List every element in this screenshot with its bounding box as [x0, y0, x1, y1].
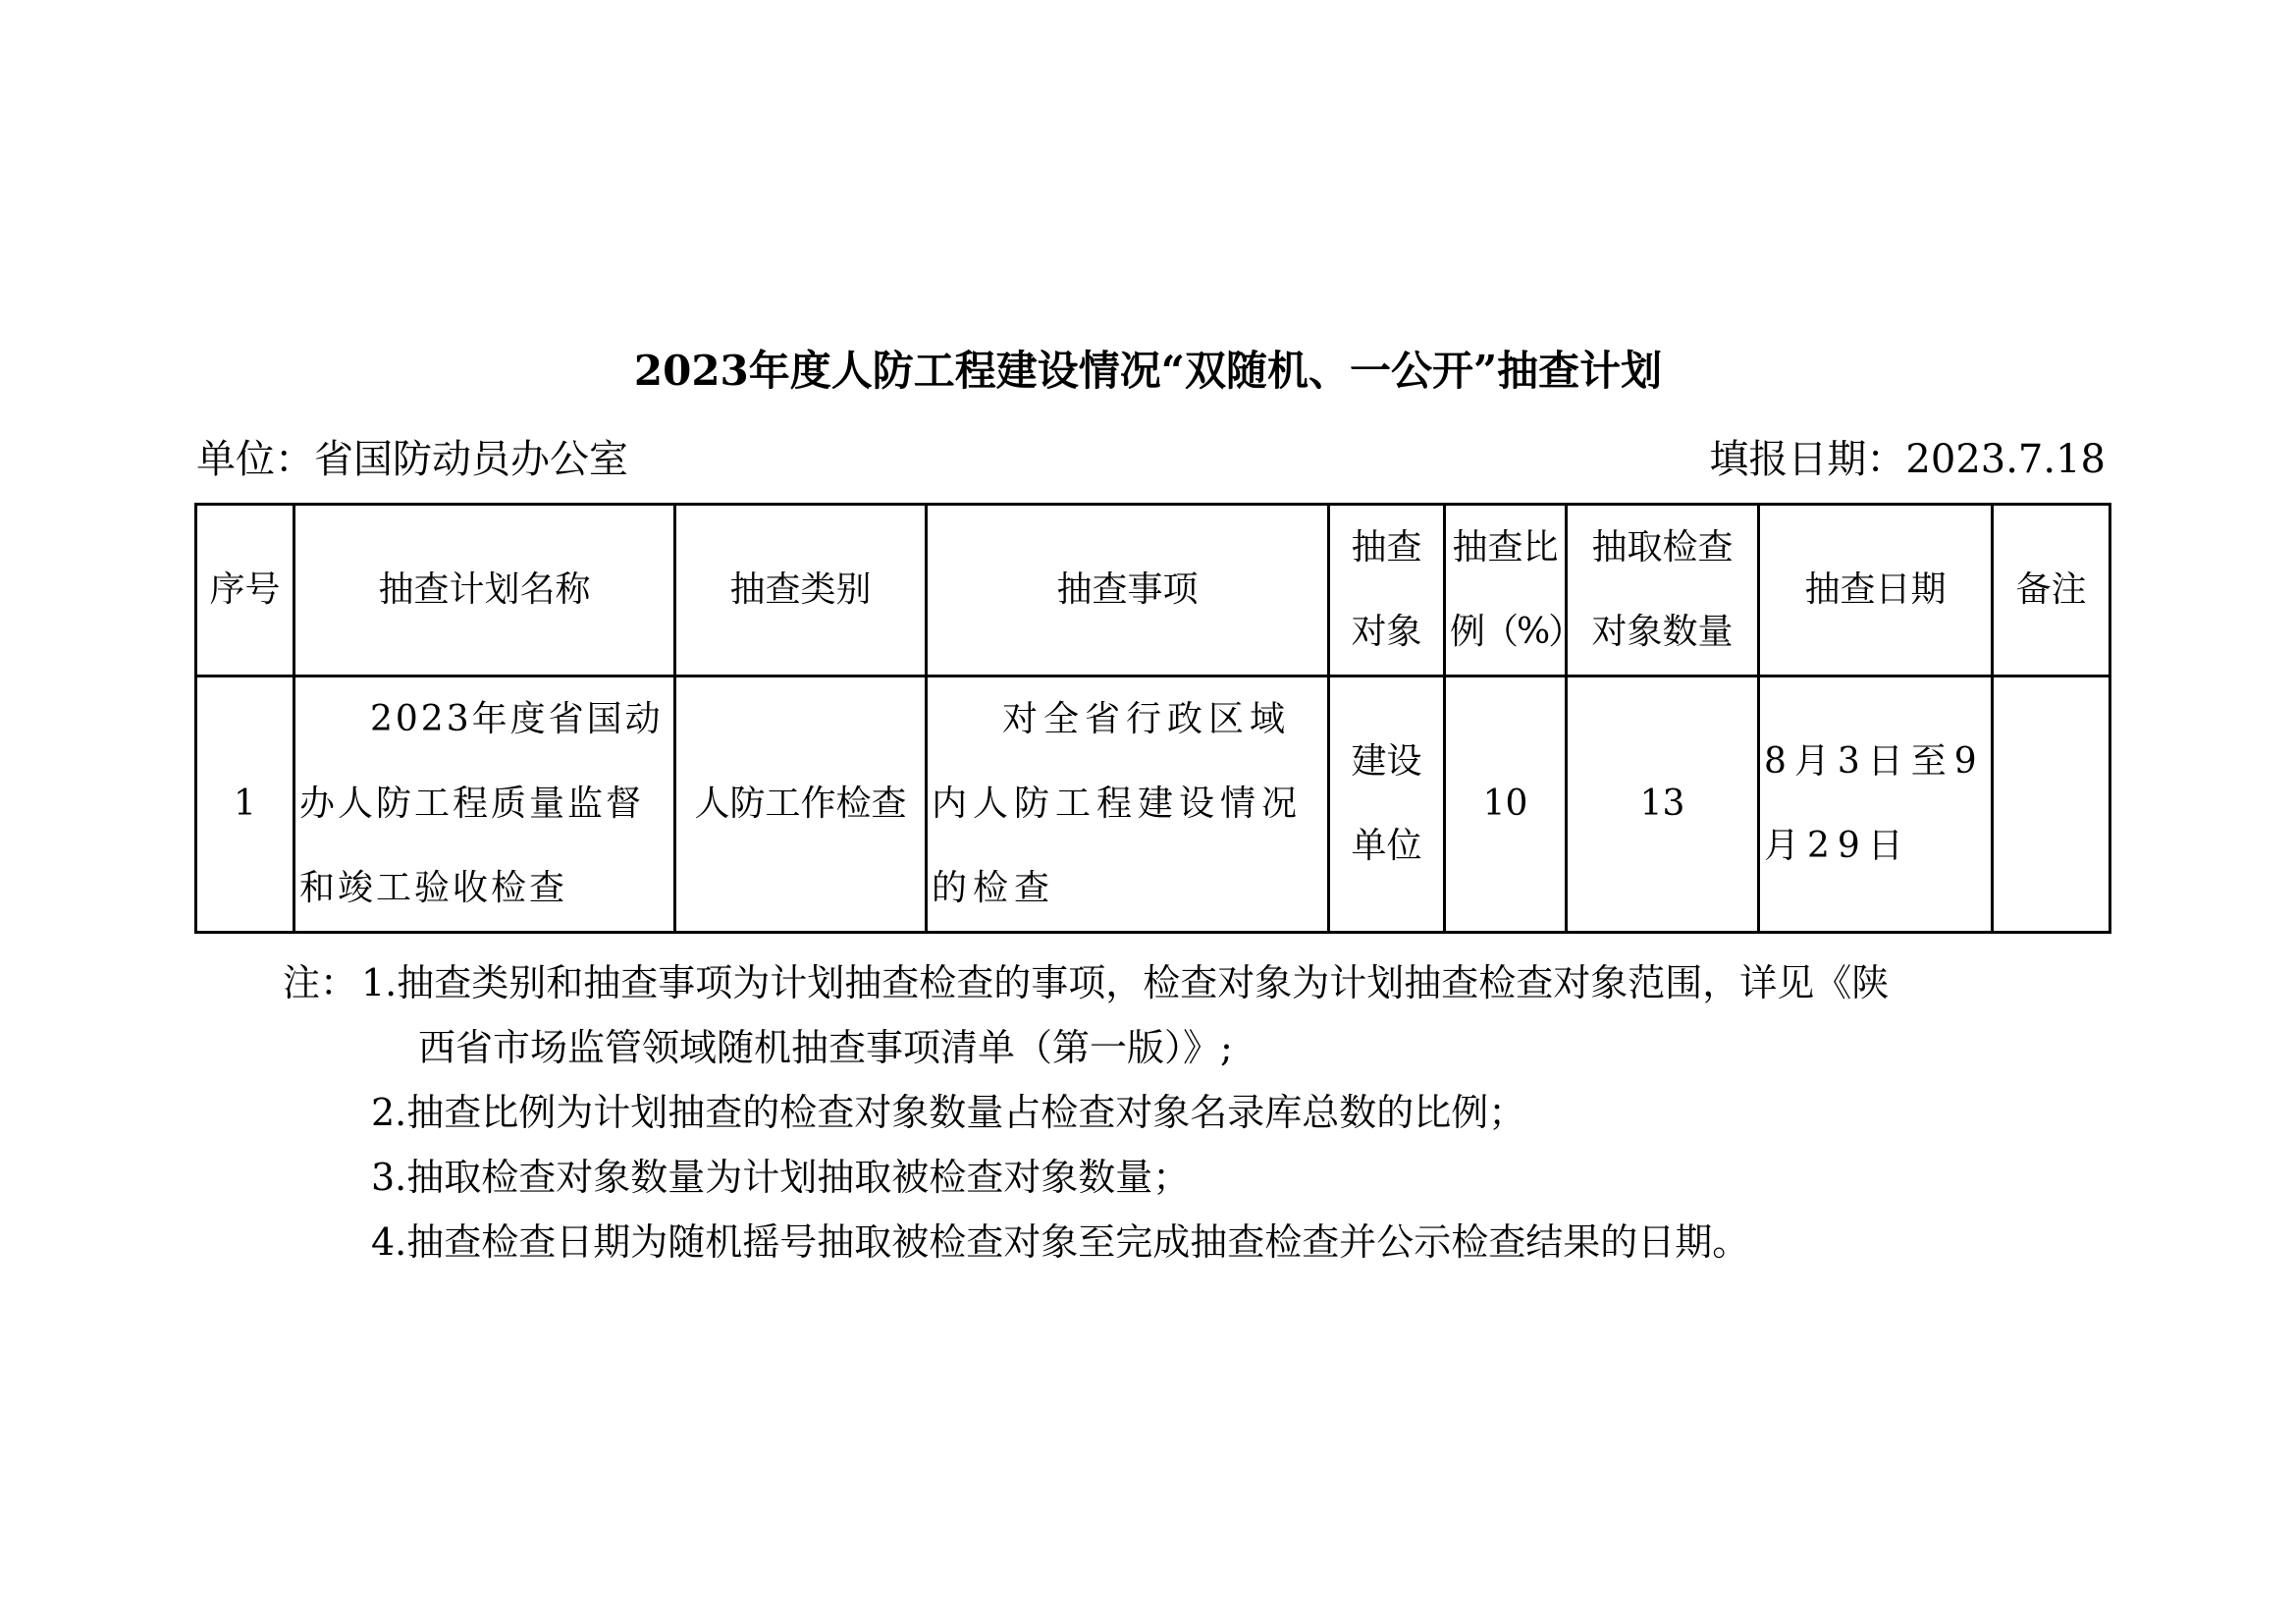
- cell-item: 对全省行政区域内人防工程建设情况的检查: [927, 677, 1329, 933]
- cell-index: 1: [196, 677, 294, 933]
- header-plan-name: 抽查计划名称: [294, 505, 675, 677]
- note-item-1: [283, 950, 2109, 1015]
- cell-plan-name: 2023年度省国动办人防工程质量监督和竣工验收检查: [294, 677, 675, 933]
- header-category: 抽查类别: [675, 505, 927, 677]
- notes-prefix: 注：: [283, 961, 358, 1004]
- header-index: 序号: [196, 505, 294, 677]
- cell-target: [1329, 677, 1445, 933]
- cell-remark: [1993, 677, 2110, 933]
- note-item-1-line1: 1.抽查类别和抽查事项为计划抽查检查的事项，检查对象为计划抽查检查对象范围，详见《陕: [361, 961, 1890, 1004]
- cell-target-line1: 建设: [1351, 741, 1422, 782]
- header-target-line2: 对象: [1351, 612, 1422, 652]
- header-item: 抽查事项: [927, 505, 1329, 677]
- table-row: [196, 677, 2110, 933]
- header-date: 抽查日期: [1759, 505, 1993, 677]
- header-target: [1329, 505, 1445, 677]
- note-item-4: 4.抽查检查日期为随机摇号抽取被检查对象至完成抽查检查并公示检查结果的日期。: [371, 1220, 1750, 1264]
- header-count-line2: 对象数量: [1591, 612, 1734, 652]
- header-count: [1567, 505, 1759, 677]
- header-ratio-line1: 抽查比: [1452, 527, 1559, 568]
- header-count-line1: 抽取检查: [1591, 527, 1734, 568]
- note-item-2: 2.抽查比例为计划抽查的检查对象数量占检查对象名录库总数的比例；: [371, 1091, 1526, 1134]
- notes-section: [283, 950, 2109, 1274]
- header-ratio: [1445, 505, 1582, 677]
- table-header-row: [196, 505, 2110, 677]
- cell-count: 13: [1567, 677, 1759, 933]
- cell-date: 8月3日至9月29日: [1759, 677, 1993, 933]
- note-item-3: 3.抽取检查对象数量为计划抽取被检查对象数量；: [371, 1156, 1191, 1199]
- inspection-plan-table: [194, 503, 2111, 934]
- header-remark: 备注: [1993, 505, 2110, 677]
- cell-target-line2: 单位: [1351, 826, 1422, 866]
- unit-label: 单位：省国防动员办公室: [196, 437, 628, 482]
- cell-ratio: 10: [1445, 677, 1567, 933]
- document-title: 2023年度人防工程建设情况“双随机、一公开”抽查计划: [633, 347, 1663, 395]
- fill-date-label: 填报日期：2023.7.18: [1709, 437, 2106, 482]
- header-target-line1: 抽查: [1351, 527, 1422, 568]
- header-ratio-line2: 例（%）: [1450, 612, 1582, 652]
- note-item-1-line2: 西省市场监管领域随机抽查事项清单（第一版）》;: [418, 1026, 1233, 1069]
- cell-category: 人防工作检查: [675, 677, 927, 933]
